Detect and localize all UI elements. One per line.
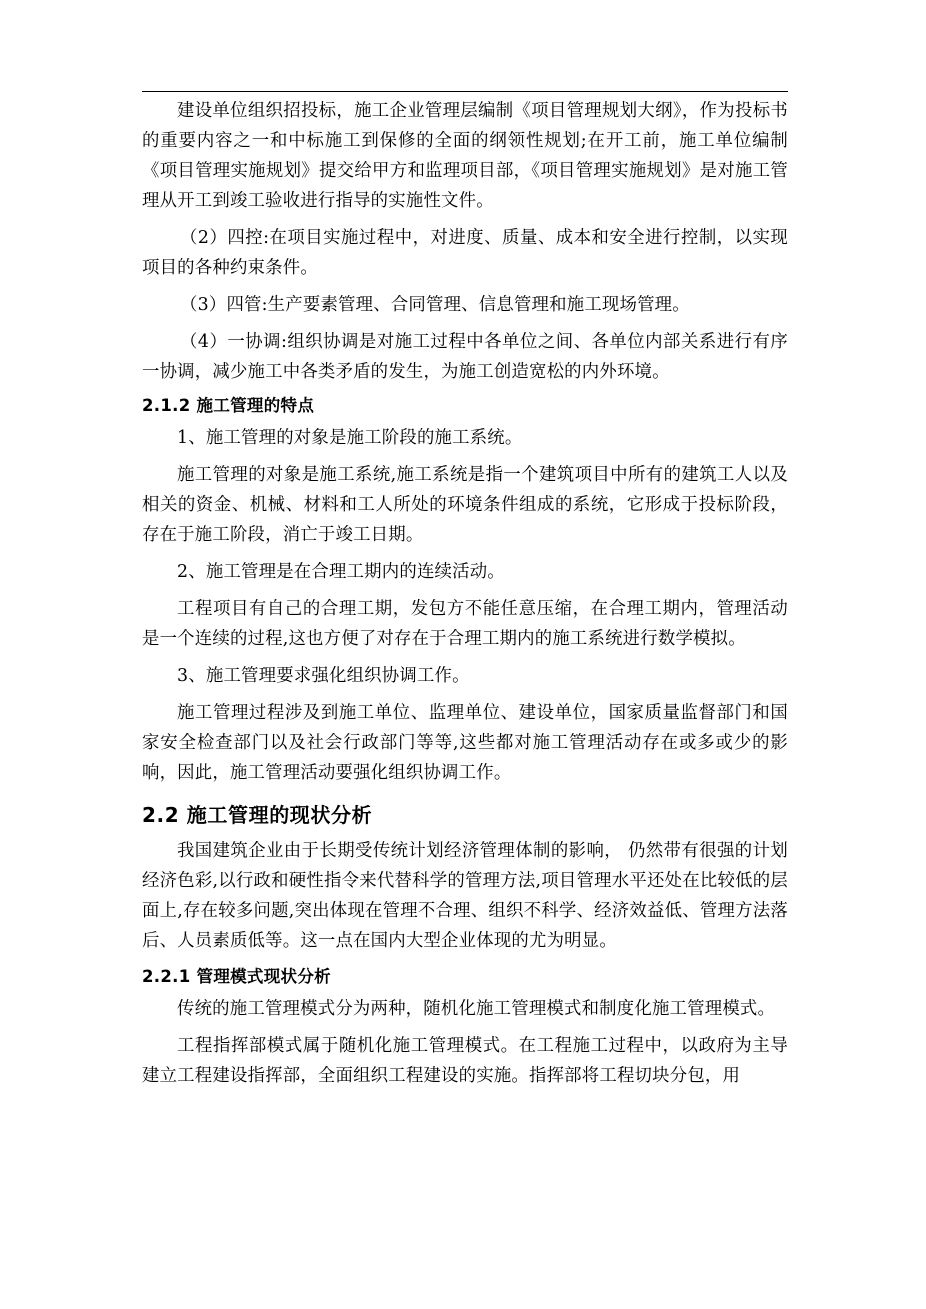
- list-item-object: 1、施工管理的对象是施工阶段的施工系统。: [177, 428, 523, 448]
- paragraph-status-analysis: 我国建筑企业由于长期受传统计划经济管理体制的影响， 仍然带有很强的计划经济色彩,以行政和硬性指令来代替科学的管理方法,项目管理水平还处在比较低的层面上,存在较多问题,突出体现在管理不合理、组织不科学、经济效益低、管理方法落后、人员素质低等。这一点在国内大型企业体现的尤为明显。: [142, 841, 788, 951]
- section-heading-2-2: 2.2 施工管理的现状分析: [142, 803, 373, 827]
- paragraph-coordination: （4）一协调:组织协调是对施工过程中各单位之间、各单位内部关系进行有序一协调，减少施工中各类矛盾的发生，为施工创造宽松的内外环境。: [142, 332, 788, 382]
- paragraph-bidding: 建设单位组织招投标，施工企业管理层编制《项目管理规划大纲》，作为投标书的重要内容之一和中标施工到保修的全面的纲领性规划;在开工前，施工单位编制《项目管理实施规划》提交给甲方和监理项目部，《项目管理实施规划》是对施工管理从开工到竣工验收进行指导的实施性文件。: [142, 101, 788, 211]
- section-heading-2-2-1: 2.2.1 管理模式现状分析: [142, 967, 331, 986]
- paragraph-coordination-detail: 施工管理过程涉及到施工单位、监理单位、建设单位，国家质量监督部门和国家安全检查部门以及社会行政部门等等,这些都对施工管理活动存在或多或少的影响，因此，施工管理活动要强化组织协调工作。: [142, 703, 788, 783]
- paragraph-object-detail: 施工管理的对象是施工系统,施工系统是指一个建筑项目中所有的建筑工人以及相关的资金、机械、材料和工人所处的环境条件组成的系统，它形成于投标阶段，存在于施工阶段，消亡于竣工日期。: [142, 465, 788, 545]
- section-heading-2-1-2: 2.1.2 施工管理的特点: [142, 396, 315, 415]
- paragraph-continuous-detail: 工程项目有自己的合理工期，发包方不能任意压缩，在合理工期内，管理活动是一个连续的过程,这也方便了对存在于合理工期内的施工系统进行数学模拟。: [142, 599, 788, 649]
- paragraph-management-modes: 传统的施工管理模式分为两种，随机化施工管理模式和制度化施工管理模式。: [177, 999, 776, 1019]
- header-rule: [142, 91, 788, 92]
- paragraph-four-controls: （2）四控:在项目实施过程中，对进度、质量、成本和安全进行控制，以实现项目的各种约束条件。: [142, 228, 788, 278]
- list-item-coordination: 3、施工管理要求强化组织协调工作。: [177, 666, 470, 686]
- paragraph-four-managements: （3）四管:生产要素管理、合同管理、信息管理和施工现场管理。: [180, 295, 690, 315]
- paragraph-command-mode: 工程指挥部模式属于随机化施工管理模式。在工程施工过程中，以政府为主导建立工程建设指挥部，全面组织工程建设的实施。指挥部将工程切块分包，用: [142, 1036, 788, 1086]
- page-body: [142, 96, 788, 1091]
- list-item-continuous: 2、施工管理是在合理工期内的连续活动。: [177, 562, 505, 582]
